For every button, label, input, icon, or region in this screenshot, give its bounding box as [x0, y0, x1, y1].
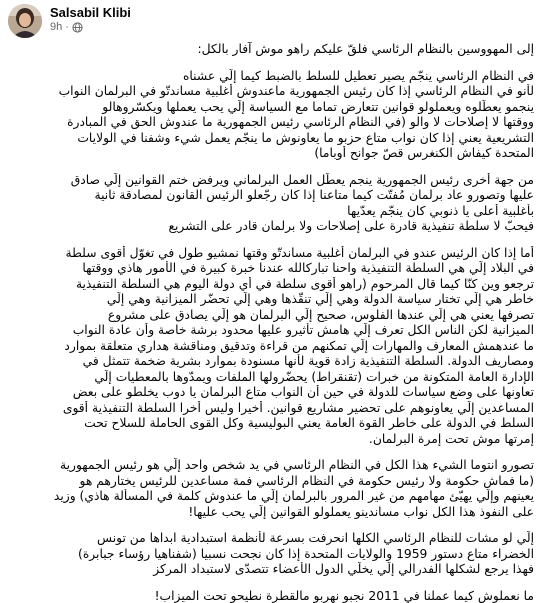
post-body	[6, 42, 534, 603]
post-text-line: تعاونها على وضع سياسات للدولة في حين أن النواب متاع البرلمان يا دوب يخلطو على بعض	[72, 385, 534, 399]
post-text-line: في البلاد إلّي هي السلطة التنفيذية واحنا تباركالله عندنا خبرة كبيرة في الأمور هاذي ووقتها	[82, 261, 534, 275]
post-text-line: (ما فماش حكومة ولا رئيس حكومة في النظام الرئاسي فمة مساعدين للرئيس يختارهم هو	[79, 473, 534, 488]
post-text-line: السلط في الدولة على خاطر القوة العامة يعني البوليسية وكل القوى الحاملة للسلاح تحت	[84, 416, 534, 430]
post-text-line: إلّي لو مشات للنظام الرئاسي الكلها انحرفت بسرعة لأنظمة استبدادية ابداها من تونس	[97, 531, 534, 545]
post-text-line: ووقتها لا إصلاحات لا والو (في النظام الرئاسي رئيس الجمهورية ما عندوش الحق في المبادرة	[67, 115, 534, 129]
post-text-line: الخضراء متاع دستور 1959 والولايات المتحدة إذا كان نجحت نسبيا (شفناهيا رؤساء جبابرة)	[78, 546, 534, 561]
post-text-line: لأنو في النظام الرئاسي إذا كان رئيس الجمهورية ماعندوش أغلبية مساندتّو في البرلمان النواب	[58, 84, 534, 98]
post-text-line: إمرتها موش تحت إمرة البرلمان.	[368, 431, 534, 446]
post-paragraph	[6, 42, 534, 58]
post-text-line: فيحبّ لا سلطة تنفيذية قادرة على إصلاحات ولا برلمان قادر على التشريع	[168, 219, 534, 233]
post-timestamp[interactable]: 9h	[50, 21, 63, 33]
meta-separator-dot: ·	[65, 21, 69, 33]
post-text-line: ترجعو وين كنّا كيما قال المرحوم (راهو أقوى سلطة في أي دولة اليوم هي السلطة التنفيذية	[75, 276, 534, 291]
post-text-line: إلى المهووسين بالنظام الرئاسي فلقّ عليكم راهو موش آفار بالكل:	[197, 42, 534, 56]
post-text-line: ينجمو يعطّلوه ويعملولو قوانين تتعارض تماما مع السياسة إلّي يحب يعملها ويكسّروهالو	[102, 99, 534, 114]
post-paragraph	[6, 531, 534, 578]
post-paragraph	[6, 458, 534, 520]
post-text-line: تصرفها يعني هي إلّي عندها الفلوس، صحيح إلّي البرلمان هو إلّي يصادق على مشروع	[107, 307, 534, 322]
post-meta	[50, 21, 83, 33]
post-text-line: تصورو انتوما الشيء هذا الكل في النظام الرئاسي في يد شخص واحد إلّي هو رئيس الجمهورية	[60, 458, 534, 472]
avatar[interactable]	[8, 4, 42, 38]
post-paragraph	[6, 589, 534, 603]
post-text-line: على النفوذ هذا الكل نواب مساندينو يعملولو القوانين إلّي يحب عليها!	[188, 504, 534, 519]
post-text-line: ومصاريف الدولة. السلطة التنفيذية زادة قوية لأنها مسنودة بموارد بشرية ضخمة تتمثل في	[82, 354, 534, 368]
post-text-line: الإدارة العامة المتكونة من خبرات (تقنقراط) يحضّرولها الملفات ويمدّوها بالمعطيات إلّي	[94, 369, 534, 384]
post-text-line: الميزانية لكن الناس الكل تعرف إلّي هامش تأثيرو عليها محدود برشة خاصة وأن عادة النواب	[72, 323, 534, 337]
post-paragraph	[6, 69, 534, 162]
post-text-line: في النظام الرئاسي ينجّم يصير تعطيل للسلط بالضبط كيما إلّي عشناه	[182, 68, 534, 83]
post-text-line: أما إذا كان الرئيس عندو في البرلمان أغلبية مساندتّو وقتها نمشيو طول في تغوّل أقوى سلطة	[65, 245, 534, 260]
post-text-line: عليها وتصورو عاد برلمان مُفتّت كيما متاعنا إذا كان رجّعلو الرئيس القانون لمصادقة ثانية	[94, 188, 534, 202]
post-text-line: ما عندهمش المعارف والمهارات إلّي تمكنهم من قراءة وتدقيق ومناقشة هداري متعلقة بموارد	[64, 338, 534, 353]
post-header	[0, 0, 541, 44]
post-text-line: المتحدة كيفاش الكنغرس قصّ جوانح أوباما)	[314, 146, 534, 160]
author-name[interactable]: Salsabil Klibi	[50, 5, 131, 20]
post-text-line: خاطر هي إلّي تختار سياسة الدولة وهي إلّي تنقّذها وهي إلّي تحضّر الميزانية وهي إلّي	[106, 292, 534, 306]
post-paragraph	[6, 246, 534, 448]
post-text-line: فهذا يرجع لشكلها الفدرالي إلّي يخلّي الدول الأعضاء تتصدّى لاستبداد المركز	[153, 562, 534, 576]
post-text-line: من جهة أخرى رئيس الجمهورية ينجم يعطّل العمل البرلماني ويرفض ختم القوانين إلّي صادق	[70, 172, 534, 187]
post-paragraph	[6, 173, 534, 235]
post-text-line: يعينهم وإلّي يهيّئ مهامهم من غير المرور بالبرلمان إلّي ما عندوش كلمة في المسألة هاذي) وزيد	[53, 489, 534, 503]
post-text-line: ما نعملوش كيما عملنا في 2011 نجبو نهربو مالقطرة نطيحو تحت الميزاب!	[154, 588, 534, 603]
post-text-line: بأغلبية أعلى يا ذنوبي كان ينجّم يعدّيها	[347, 203, 534, 218]
globe-icon	[72, 22, 83, 33]
post-text-line: المساعدين إلّي يعاونوهم على تحضير مشاريع قوانين. أخيرا وليس أخرا السلطة التنفيذية أقوى	[62, 400, 534, 415]
post-text-line: التشريعية يعني إذا كان نواب متاع حزبو ما يعاونوش ما ينجّم يعمل شيء وشفنا في الولايات	[77, 130, 534, 145]
avatar-image	[8, 4, 42, 38]
